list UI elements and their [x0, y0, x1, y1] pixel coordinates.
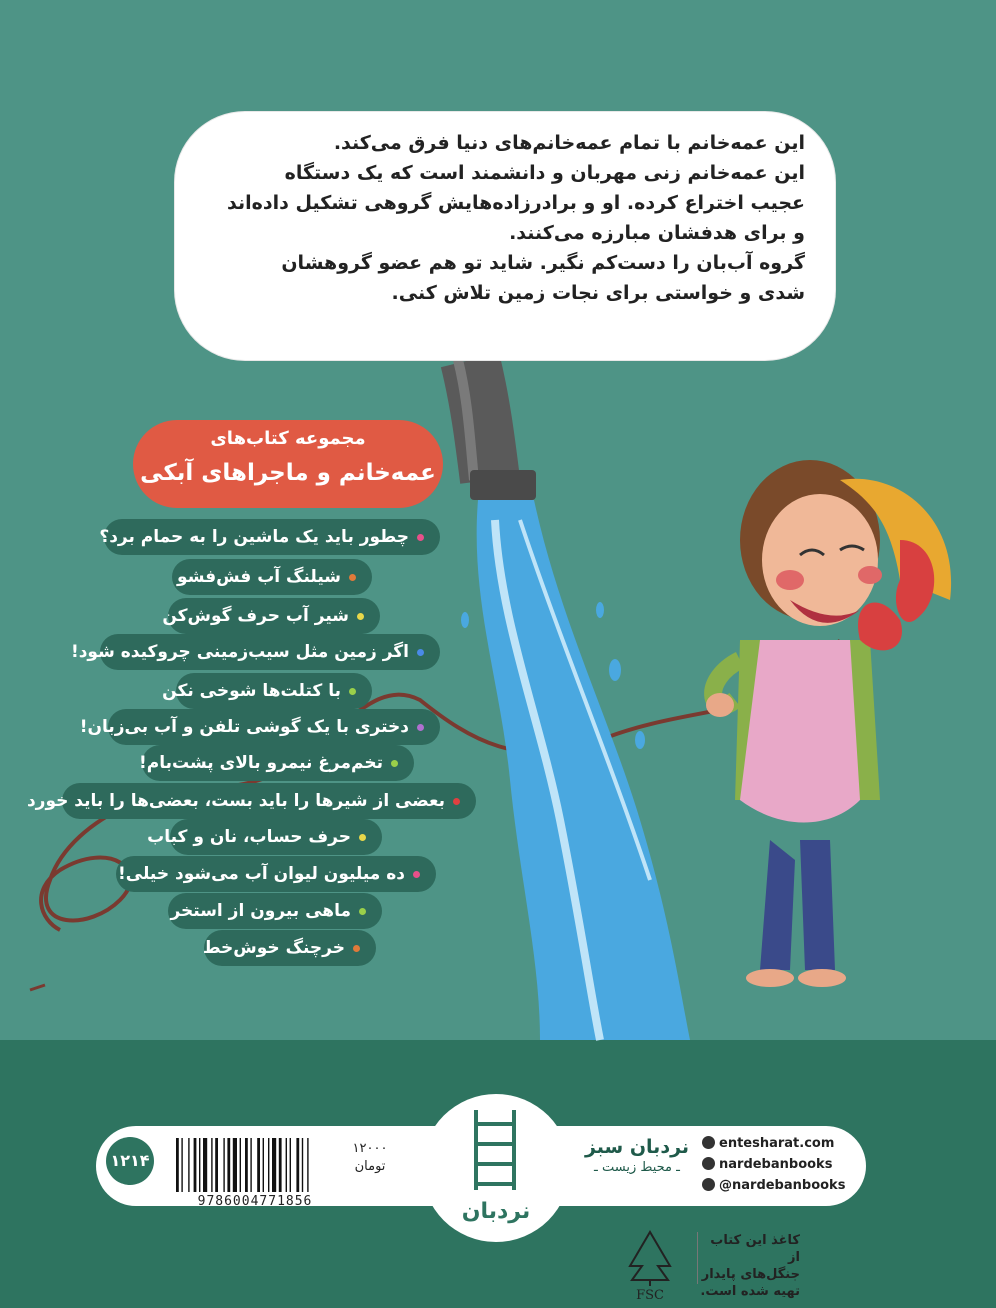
bullet-dot	[349, 688, 356, 695]
bullet-dot	[391, 760, 398, 767]
book-title-text: ده میلیون لیوان آب می‌شود خیلی!	[118, 864, 405, 884]
book-title-text: شیلنگ آب فش‌فشو	[177, 567, 341, 587]
instagram-icon	[702, 1157, 715, 1170]
barcode-bar	[240, 1138, 241, 1192]
series-title: عمه‌خانم و ماجراهای آبکی	[140, 460, 436, 486]
book-title-text: دختری با یک گوشی تلفن و آب بی‌زبان!	[79, 717, 409, 737]
brand	[582, 1136, 692, 1175]
bullet-dot	[413, 871, 420, 878]
book-title-item	[79, 709, 440, 745]
social-telegram[interactable]	[702, 1175, 852, 1196]
barcode-bar	[245, 1138, 248, 1192]
bullet-dot	[349, 574, 356, 581]
water-drop	[461, 612, 469, 628]
book-title-text: تخم‌مرغ نیمرو بالای پشت‌بام!	[139, 753, 383, 773]
bullet-dot	[359, 908, 366, 915]
publisher-logo	[422, 1094, 570, 1242]
barcode-bar	[233, 1138, 237, 1192]
bubble-line: و برای هدفشان مبارزه می‌کنند.	[509, 222, 805, 244]
bubble-line: این عمه‌خانم زنی مهربان و دانشمند است که یک دستگاه	[284, 162, 805, 184]
tree-icon	[630, 1232, 670, 1280]
barcode-bar	[307, 1138, 308, 1192]
barcode-bar	[181, 1138, 182, 1192]
book-title-item	[204, 930, 376, 966]
barcode-bar	[194, 1138, 197, 1192]
book-title-text: بعضی از شیرها را باید بست، بعضی‌ها را باید خورد	[26, 791, 445, 811]
water-drop	[596, 602, 604, 618]
bullet-dot	[357, 613, 364, 620]
social-website[interactable]	[702, 1133, 852, 1154]
water-drop	[635, 731, 645, 749]
bullet-dot	[359, 834, 366, 841]
ladder-icon	[422, 1094, 570, 1242]
bubble-line: شدی و خواستی برای نجات زمین تلاش کنی.	[391, 282, 805, 304]
barcode-bar	[203, 1138, 207, 1192]
globe-icon	[702, 1136, 715, 1149]
barcode-number: 9786004771856	[197, 1194, 313, 1209]
social-text: entesharat.com	[719, 1136, 835, 1151]
fsc-statement	[700, 1232, 800, 1300]
brand-subtitle: ـ محیط زیست ـ	[594, 1160, 680, 1175]
book-title-text: ماهی بیرون از استخر	[170, 901, 351, 921]
barcode-bars	[176, 1138, 309, 1192]
fsc-line: کاغذ این کتاب از	[710, 1233, 800, 1265]
barcode-bar	[286, 1138, 287, 1192]
book-title-item	[172, 559, 372, 595]
barcode-bar	[290, 1138, 291, 1192]
book-title-item	[139, 745, 414, 781]
barcode-bar	[211, 1138, 212, 1192]
book-title-text: خرچنگ خوش‌خط	[202, 938, 345, 958]
barcode-bar	[176, 1138, 179, 1192]
book-title-item	[162, 598, 380, 634]
social-text: nardebanbooks	[719, 1157, 833, 1172]
barcode-bar	[296, 1138, 299, 1192]
book-title-item	[168, 893, 382, 929]
book-title-text: شیر آب حرف گوش‌کن	[162, 606, 349, 626]
book-title-item	[99, 519, 440, 555]
series-label: مجموعه کتاب‌های	[210, 428, 366, 449]
fsc-logo	[610, 1222, 690, 1302]
bullet-dot	[453, 798, 460, 805]
fsc-line: جنگل‌های پایدار	[701, 1267, 800, 1282]
book-title-text: حرف حساب، نان و کباب	[147, 827, 351, 847]
barcode-bar	[257, 1138, 260, 1192]
logo-text: نردبان	[461, 1199, 531, 1224]
bullet-dot	[417, 724, 424, 731]
barcode-bar	[279, 1138, 282, 1192]
barcode-bar	[188, 1138, 189, 1192]
bubble-line: گروه آب‌بان را دست‌کم نگیر. شاید تو هم عضو گروهشان	[281, 252, 805, 274]
telegram-icon	[702, 1178, 715, 1191]
price-value: ۱۲۰۰۰	[352, 1141, 388, 1156]
cord-end	[30, 985, 45, 990]
bubble-line: این عمه‌خانم با تمام عمه‌خانم‌های دنیا فرق می‌کند.	[333, 132, 805, 154]
book-title-item	[162, 673, 372, 709]
book-title-item	[147, 819, 382, 855]
social-instagram[interactable]	[702, 1154, 852, 1175]
brand-name: نردبان سبز	[584, 1136, 690, 1158]
hose-nozzle	[470, 470, 536, 500]
price	[340, 1140, 400, 1176]
barcode-bar	[263, 1138, 264, 1192]
fsc-line: تهیه شده است.	[700, 1284, 800, 1299]
barcode-bar	[215, 1138, 218, 1192]
book-title-text: با کتلت‌ها شوخی نکن	[162, 681, 341, 701]
barcode-bar	[268, 1138, 269, 1192]
book-title-item	[26, 783, 476, 819]
girl-character	[706, 460, 951, 987]
bullet-dot	[417, 649, 424, 656]
barcode-bar	[250, 1138, 251, 1192]
barcode-bar	[223, 1138, 224, 1192]
social-links	[702, 1133, 852, 1196]
book-title-text: چطور باید یک ماشین را به حمام برد؟	[99, 527, 409, 547]
barcode-bar	[302, 1138, 303, 1192]
barcode-bar	[227, 1138, 230, 1192]
bubble-text	[205, 128, 805, 308]
book-number-badge: ۱۲۱۴	[106, 1137, 154, 1185]
social-text: @nardebanbooks	[719, 1178, 846, 1193]
bubble-line: عجیب اختراع کرده. او و برادرزاده‌هایش گروهی تشکیل داده‌اند	[227, 192, 805, 214]
price-unit: تومان	[354, 1159, 386, 1174]
barcode-bar	[199, 1138, 200, 1192]
book-title-item	[70, 634, 440, 670]
bullet-dot	[417, 534, 424, 541]
fsc-label: FSC	[636, 1288, 664, 1302]
barcode-bar	[272, 1138, 276, 1192]
divider	[697, 1232, 698, 1284]
water-drop	[609, 659, 621, 681]
book-title-text: اگر زمین مثل سیب‌زمینی چروکیده شود!	[70, 642, 409, 662]
bullet-dot	[353, 945, 360, 952]
book-title-item	[116, 856, 436, 892]
